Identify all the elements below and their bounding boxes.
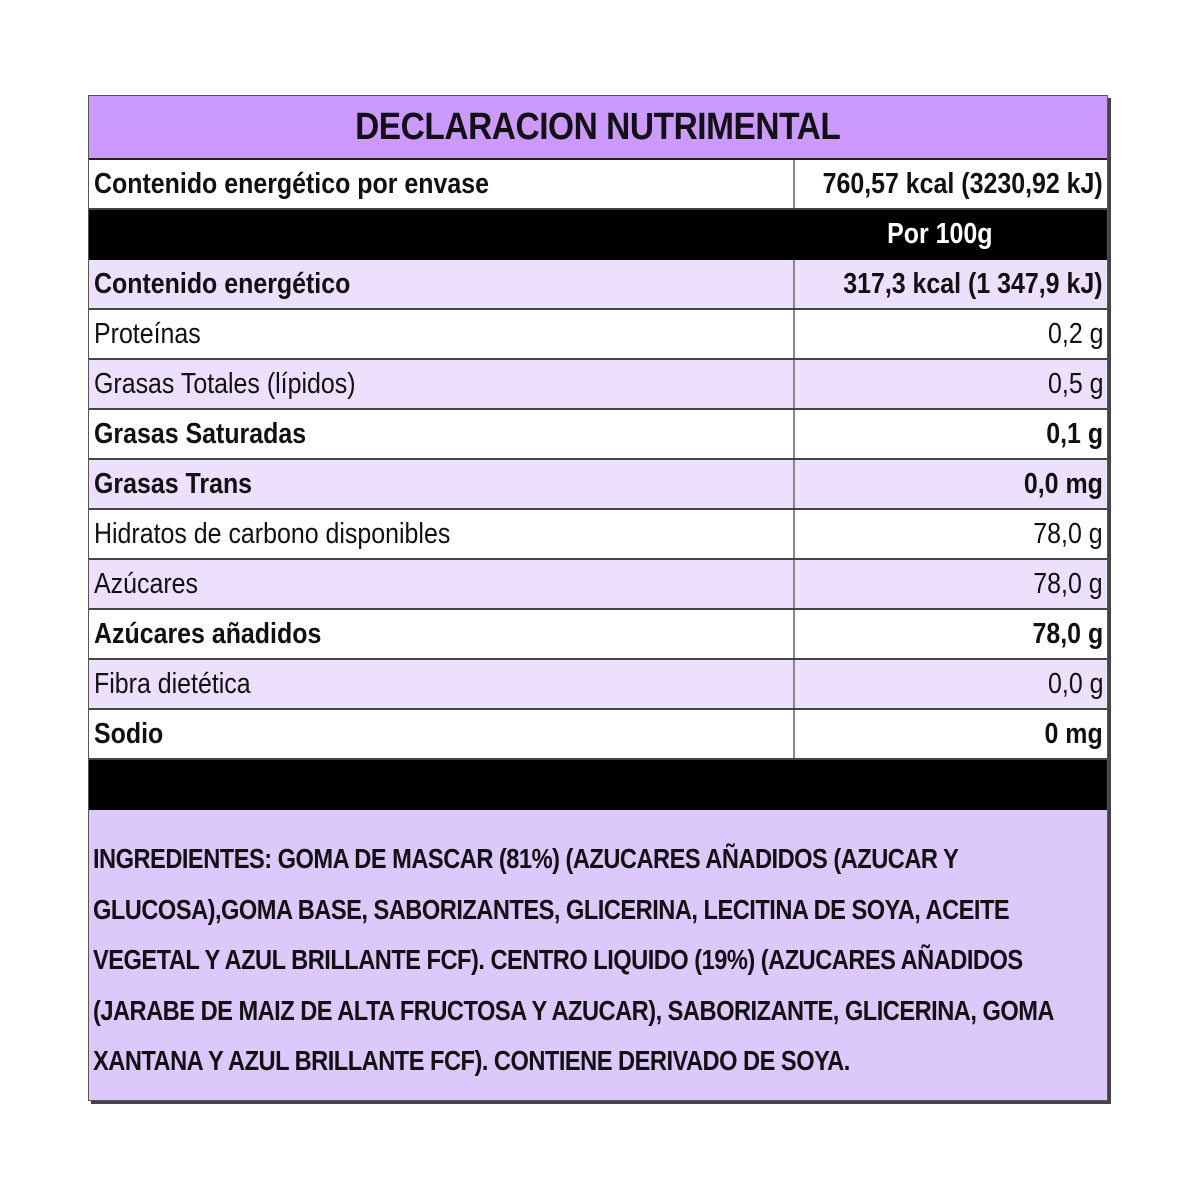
serving-header-row	[89, 210, 1107, 260]
ingredients-section	[89, 810, 1107, 1100]
nutrient-row-sodium	[89, 710, 1107, 760]
nutrient-row-saturated-fat	[89, 410, 1107, 460]
row-value: 0,5 g	[1047, 367, 1103, 400]
nutrient-row-energy	[89, 260, 1107, 310]
nutrition-label	[88, 95, 1108, 1101]
nutrient-row-added-sugars	[89, 610, 1107, 660]
row-label: Hidratos de carbono disponibles	[89, 510, 795, 558]
row-value: 78,0 g	[1033, 567, 1103, 600]
row-label: Proteínas	[89, 310, 795, 358]
row-label: Fibra dietética	[89, 660, 795, 708]
nutrient-row-trans-fat	[89, 460, 1107, 510]
row-label: Contenido energético	[89, 260, 795, 308]
row-label: Azúcares	[89, 560, 795, 608]
ingredients-text: INGREDIENTES: GOMA DE MASCAR (81%) (AZUCARES AÑADIDOS (AZUCAR Y GLUCOSA),GOMA BASE, SABORIZANTES, GLICERINA, LECITINA DE SOYA, ACEITE VEGETAL Y AZUL BRILLANTE FCF). CENTRO LIQUIDO (19%) (AZUCARES AÑADIDOS (JARABE DE MAIZ DE ALTA FRUCTOSA Y AZUCAR), SABORIZANTE, GLICERINA, GOMA XANTANA Y AZUL BRILLANTE FCF). CONTIENE DERIVADO DE SOYA.	[93, 843, 1054, 1076]
row-value: 0 mg	[1044, 717, 1103, 750]
serving-header-spacer	[89, 210, 795, 258]
row-value: 760,57 kcal (3230,92 kJ)	[822, 167, 1103, 200]
row-label: Grasas Totales (lípidos)	[89, 360, 795, 408]
nutrient-row-protein	[89, 310, 1107, 360]
nutrient-row-fiber	[89, 660, 1107, 710]
row-label: Grasas Saturadas	[89, 410, 795, 458]
row-value: 317,3 kcal (1 347,9 kJ)	[843, 267, 1103, 300]
row-label: Azúcares añadidos	[89, 610, 795, 658]
row-value: 0,0 g	[1047, 667, 1103, 700]
row-value: 0,2 g	[1047, 317, 1103, 350]
row-value: 0,0 mg	[1023, 467, 1103, 500]
row-label: Sodio	[89, 710, 795, 758]
separator-bar	[89, 760, 1107, 810]
row-label: Contenido energético por envase	[89, 160, 795, 208]
row-label: Grasas Trans	[89, 460, 795, 508]
nutrient-row-total-fat	[89, 360, 1107, 410]
row-value: 78,0 g	[1032, 617, 1103, 650]
label-title: DECLARACION NUTRIMENTAL	[89, 96, 1107, 160]
nutrient-row-sugars	[89, 560, 1107, 610]
serving-header: Por 100g	[886, 217, 993, 250]
nutrient-row-carbohydrates	[89, 510, 1107, 560]
row-value: 0,1 g	[1046, 417, 1103, 450]
row-value: 78,0 g	[1033, 517, 1103, 550]
energy-per-package-row	[89, 160, 1107, 210]
